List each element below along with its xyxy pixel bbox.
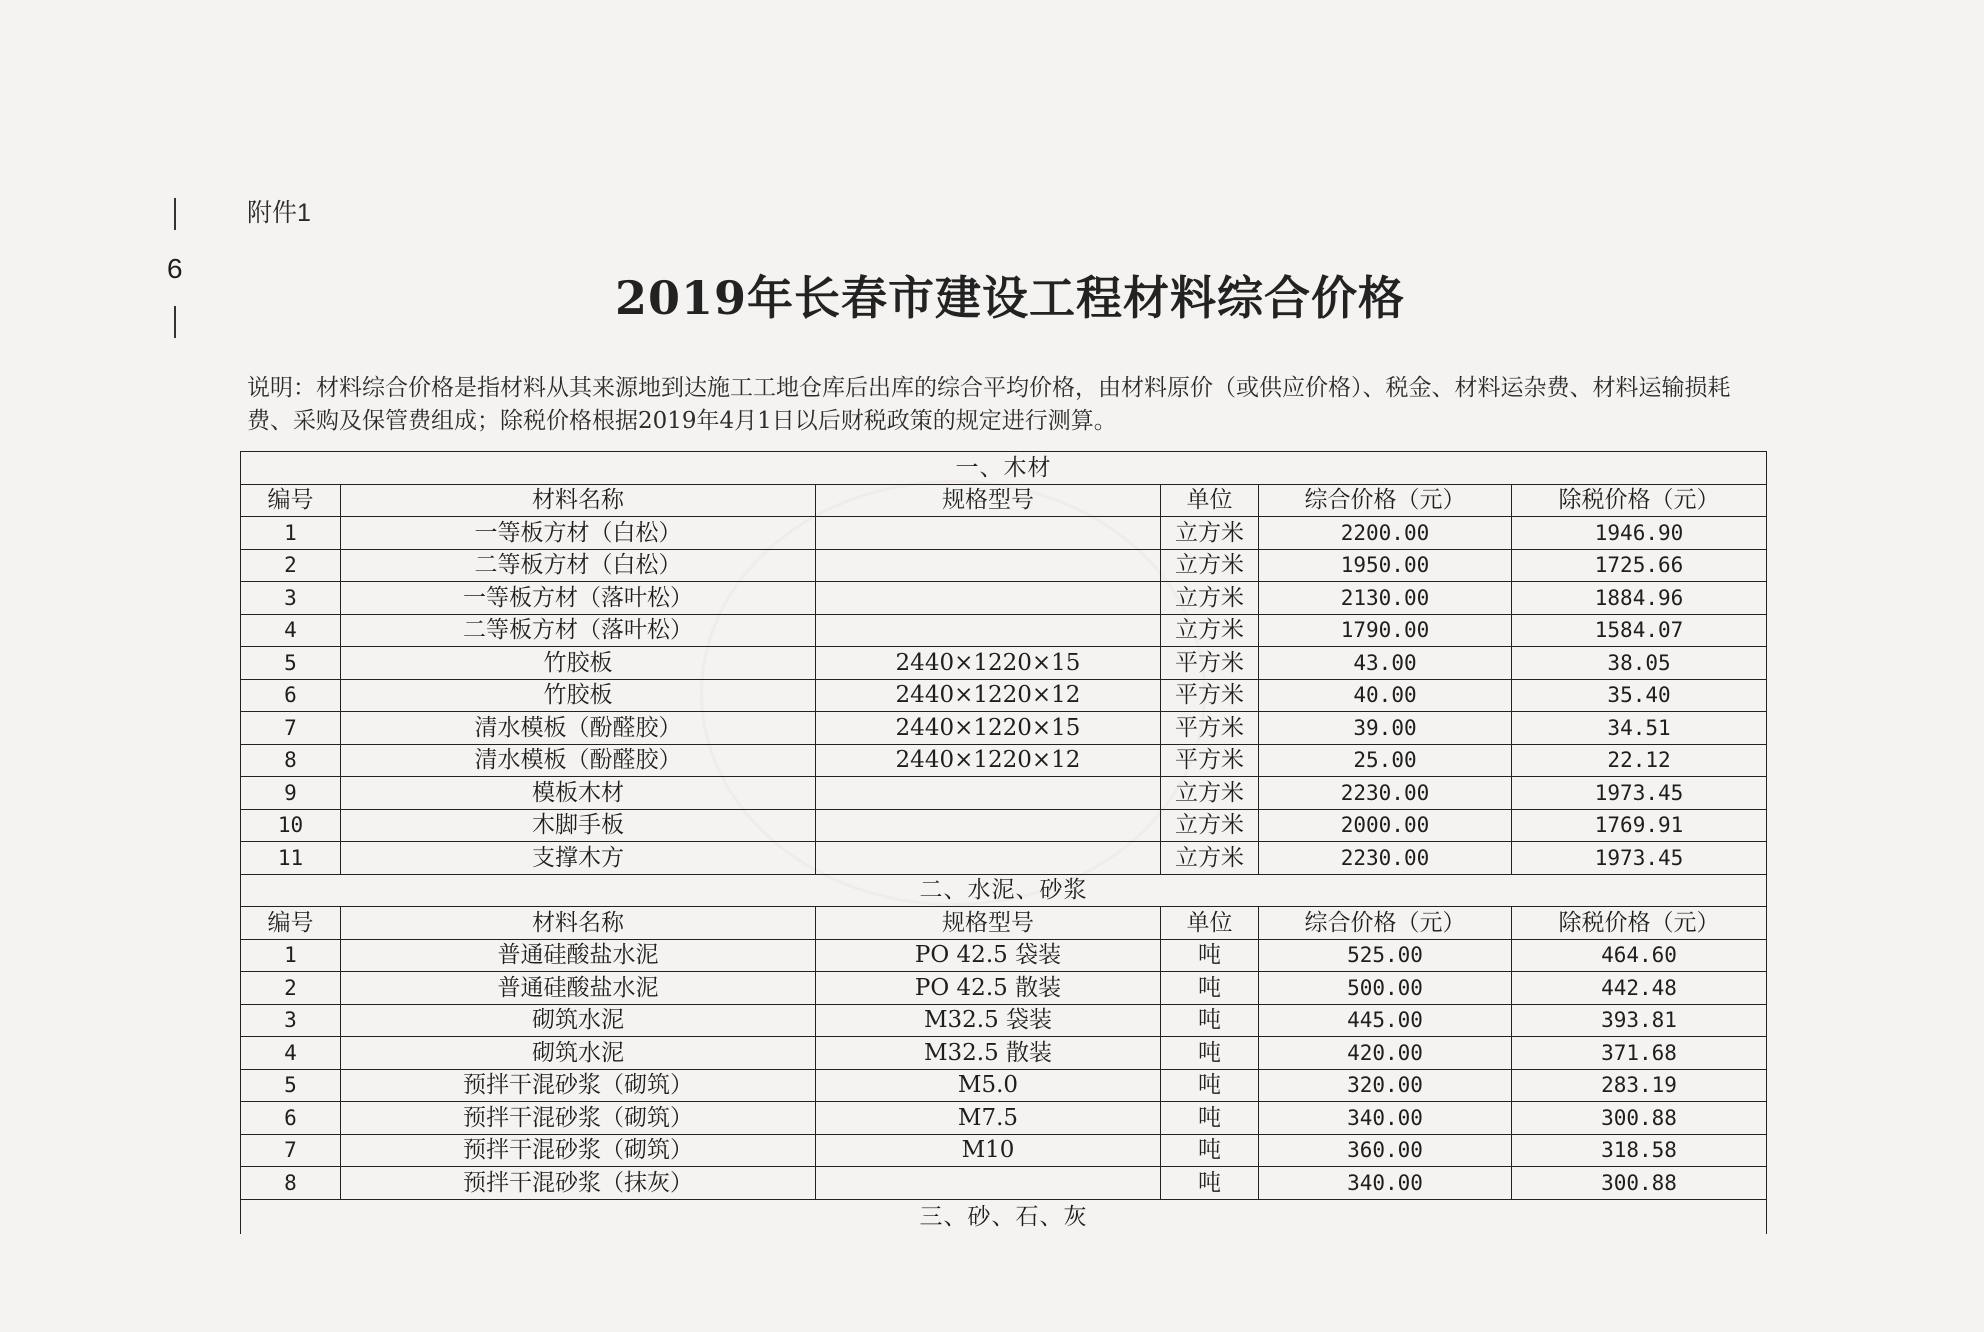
cell-spec bbox=[816, 842, 1161, 875]
header-tax-excluded-price: 除税价格（元） bbox=[1512, 484, 1767, 517]
section-header-row bbox=[241, 874, 1767, 907]
cell-code: 3 bbox=[241, 582, 341, 615]
cell-unit: 立方米 bbox=[1161, 614, 1259, 647]
cell-total-price: 360.00 bbox=[1259, 1134, 1512, 1167]
cell-spec: M32.5 散装 bbox=[816, 1037, 1161, 1070]
cell-unit: 立方米 bbox=[1161, 517, 1259, 550]
column-header-row bbox=[241, 907, 1767, 940]
header-total-price: 综合价格（元） bbox=[1259, 484, 1512, 517]
cell-tax-excluded-price: 1769.91 bbox=[1512, 809, 1767, 842]
cell-total-price: 1950.00 bbox=[1259, 549, 1512, 582]
table-row bbox=[241, 582, 1767, 615]
cell-code: 2 bbox=[241, 549, 341, 582]
cell-unit: 吨 bbox=[1161, 972, 1259, 1005]
cell-spec: 2440×1220×12 bbox=[816, 679, 1161, 712]
material-price-table bbox=[240, 451, 1767, 1234]
cell-total-price: 320.00 bbox=[1259, 1069, 1512, 1102]
header-spec: 规格型号 bbox=[816, 907, 1161, 940]
cell-code: 5 bbox=[241, 1069, 341, 1102]
cell-tax-excluded-price: 34.51 bbox=[1512, 712, 1767, 745]
header-unit: 单位 bbox=[1161, 907, 1259, 940]
cell-total-price: 1790.00 bbox=[1259, 614, 1512, 647]
cell-code: 11 bbox=[241, 842, 341, 875]
header-unit: 单位 bbox=[1161, 484, 1259, 517]
cell-unit: 平方米 bbox=[1161, 712, 1259, 745]
cell-tax-excluded-price: 371.68 bbox=[1512, 1037, 1767, 1070]
cell-spec bbox=[816, 517, 1161, 550]
cell-material-name: 支撑木方 bbox=[341, 842, 816, 875]
table-row bbox=[241, 939, 1767, 972]
cell-spec: M5.0 bbox=[816, 1069, 1161, 1102]
cell-tax-excluded-price: 1584.07 bbox=[1512, 614, 1767, 647]
header-material-name: 材料名称 bbox=[341, 484, 816, 517]
cell-unit: 平方米 bbox=[1161, 744, 1259, 777]
cell-tax-excluded-price: 1973.45 bbox=[1512, 842, 1767, 875]
cell-material-name: 预拌干混砂浆（抹灰） bbox=[341, 1167, 816, 1200]
cell-tax-excluded-price: 1973.45 bbox=[1512, 777, 1767, 810]
header-tax-excluded-price: 除税价格（元） bbox=[1512, 907, 1767, 940]
cell-code: 6 bbox=[241, 679, 341, 712]
table-row bbox=[241, 647, 1767, 680]
cell-material-name: 预拌干混砂浆（砌筑） bbox=[341, 1134, 816, 1167]
cell-material-name: 二等板方材（白松） bbox=[341, 549, 816, 582]
cell-unit: 立方米 bbox=[1161, 582, 1259, 615]
cell-material-name: 砌筑水泥 bbox=[341, 1037, 816, 1070]
header-code: 编号 bbox=[241, 484, 341, 517]
table-row bbox=[241, 744, 1767, 777]
cell-spec: M32.5 袋装 bbox=[816, 1004, 1161, 1037]
cell-code: 8 bbox=[241, 744, 341, 777]
cell-tax-excluded-price: 318.58 bbox=[1512, 1134, 1767, 1167]
cell-total-price: 2000.00 bbox=[1259, 809, 1512, 842]
attachment-label: 附件1 bbox=[247, 199, 311, 227]
cell-material-name: 竹胶板 bbox=[341, 647, 816, 680]
cell-spec: M10 bbox=[816, 1134, 1161, 1167]
table-row bbox=[241, 517, 1767, 550]
table-row bbox=[241, 1004, 1767, 1037]
cell-spec bbox=[816, 582, 1161, 615]
cell-total-price: 25.00 bbox=[1259, 744, 1512, 777]
table-row bbox=[241, 712, 1767, 745]
cell-unit: 吨 bbox=[1161, 1004, 1259, 1037]
cell-code: 1 bbox=[241, 939, 341, 972]
table-row bbox=[241, 1134, 1767, 1167]
cell-material-name: 普通硅酸盐水泥 bbox=[341, 972, 816, 1005]
cell-total-price: 420.00 bbox=[1259, 1037, 1512, 1070]
cell-unit: 吨 bbox=[1161, 1102, 1259, 1135]
cell-unit: 吨 bbox=[1161, 1134, 1259, 1167]
cell-code: 10 bbox=[241, 809, 341, 842]
explanation-note: 说明：材料综合价格是指材料从其来源地到达施工工地仓库后出库的综合平均价格，由材料原价（或供应价格）、税金、材料运杂费、材料运输损耗费、采购及保管费组成；除税价格根据2019年4月1日以后财税政策的规定进行测算。 bbox=[247, 375, 1731, 434]
cell-tax-excluded-price: 22.12 bbox=[1512, 744, 1767, 777]
cell-total-price: 2130.00 bbox=[1259, 582, 1512, 615]
table-row bbox=[241, 809, 1767, 842]
cell-code: 2 bbox=[241, 972, 341, 1005]
cell-material-name: 模板木材 bbox=[341, 777, 816, 810]
cell-code: 7 bbox=[241, 712, 341, 745]
table-row bbox=[241, 777, 1767, 810]
cell-spec bbox=[816, 809, 1161, 842]
cell-material-name: 二等板方材（落叶松） bbox=[341, 614, 816, 647]
cell-material-name: 砌筑水泥 bbox=[341, 1004, 816, 1037]
page-number: 9 bbox=[167, 253, 183, 284]
header-total-price: 综合价格（元） bbox=[1259, 907, 1512, 940]
section-header-row bbox=[241, 1199, 1767, 1234]
cell-material-name: 普通硅酸盐水泥 bbox=[341, 939, 816, 972]
header-code: 编号 bbox=[241, 907, 341, 940]
cell-tax-excluded-price: 283.19 bbox=[1512, 1069, 1767, 1102]
cell-unit: 立方米 bbox=[1161, 842, 1259, 875]
cell-tax-excluded-price: 1946.90 bbox=[1512, 517, 1767, 550]
table-row bbox=[241, 842, 1767, 875]
section-title: 二、水泥、砂浆 bbox=[241, 874, 1767, 907]
cell-tax-excluded-price: 442.48 bbox=[1512, 972, 1767, 1005]
section-title: 一、木材 bbox=[241, 452, 1767, 485]
cell-material-name: 一等板方材（落叶松） bbox=[341, 582, 816, 615]
cell-tax-excluded-price: 300.88 bbox=[1512, 1102, 1767, 1135]
table-row bbox=[241, 549, 1767, 582]
cell-material-name: 预拌干混砂浆（砌筑） bbox=[341, 1069, 816, 1102]
cell-total-price: 43.00 bbox=[1259, 647, 1512, 680]
cell-material-name: 清水模板（酚醛胶） bbox=[341, 712, 816, 745]
cell-tax-excluded-price: 1884.96 bbox=[1512, 582, 1767, 615]
cell-spec: PO 42.5 散装 bbox=[816, 972, 1161, 1005]
page-number-dash-top bbox=[174, 198, 176, 230]
cell-code: 1 bbox=[241, 517, 341, 550]
section-header-row bbox=[241, 452, 1767, 485]
cell-tax-excluded-price: 38.05 bbox=[1512, 647, 1767, 680]
table-row bbox=[241, 1167, 1767, 1200]
cell-code: 4 bbox=[241, 1037, 341, 1070]
cell-code: 4 bbox=[241, 614, 341, 647]
cell-tax-excluded-price: 464.60 bbox=[1512, 939, 1767, 972]
cell-total-price: 2230.00 bbox=[1259, 842, 1512, 875]
cell-total-price: 2230.00 bbox=[1259, 777, 1512, 810]
cell-spec: 2440×1220×12 bbox=[816, 744, 1161, 777]
cell-tax-excluded-price: 1725.66 bbox=[1512, 549, 1767, 582]
table-row bbox=[241, 1069, 1767, 1102]
cell-code: 7 bbox=[241, 1134, 341, 1167]
cell-total-price: 40.00 bbox=[1259, 679, 1512, 712]
cell-unit: 平方米 bbox=[1161, 647, 1259, 680]
cell-total-price: 445.00 bbox=[1259, 1004, 1512, 1037]
section-title: 三、砂、石、灰 bbox=[241, 1199, 1767, 1234]
cell-code: 8 bbox=[241, 1167, 341, 1200]
document-title: 2019年长春市建设工程材料综合价格 bbox=[614, 271, 1406, 325]
cell-unit: 立方米 bbox=[1161, 549, 1259, 582]
cell-total-price: 340.00 bbox=[1259, 1102, 1512, 1135]
table-row bbox=[241, 1102, 1767, 1135]
column-header-row bbox=[241, 484, 1767, 517]
table-row bbox=[241, 972, 1767, 1005]
table-row bbox=[241, 614, 1767, 647]
cell-tax-excluded-price: 35.40 bbox=[1512, 679, 1767, 712]
cell-spec bbox=[816, 1167, 1161, 1200]
cell-unit: 吨 bbox=[1161, 1037, 1259, 1070]
cell-total-price: 2200.00 bbox=[1259, 517, 1512, 550]
cell-spec: 2440×1220×15 bbox=[816, 712, 1161, 745]
cell-unit: 立方米 bbox=[1161, 777, 1259, 810]
cell-material-name: 竹胶板 bbox=[341, 679, 816, 712]
cell-code: 6 bbox=[241, 1102, 341, 1135]
cell-unit: 平方米 bbox=[1161, 679, 1259, 712]
cell-unit: 立方米 bbox=[1161, 809, 1259, 842]
header-spec: 规格型号 bbox=[816, 484, 1161, 517]
cell-tax-excluded-price: 300.88 bbox=[1512, 1167, 1767, 1200]
cell-spec bbox=[816, 549, 1161, 582]
cell-tax-excluded-price: 393.81 bbox=[1512, 1004, 1767, 1037]
cell-spec: PO 42.5 袋装 bbox=[816, 939, 1161, 972]
cell-material-name: 预拌干混砂浆（砌筑） bbox=[341, 1102, 816, 1135]
cell-code: 3 bbox=[241, 1004, 341, 1037]
cell-total-price: 39.00 bbox=[1259, 712, 1512, 745]
cell-code: 9 bbox=[241, 777, 341, 810]
cell-total-price: 500.00 bbox=[1259, 972, 1512, 1005]
cell-unit: 吨 bbox=[1161, 939, 1259, 972]
cell-material-name: 木脚手板 bbox=[341, 809, 816, 842]
table-row bbox=[241, 1037, 1767, 1070]
table-row bbox=[241, 679, 1767, 712]
cell-unit: 吨 bbox=[1161, 1167, 1259, 1200]
table-body bbox=[241, 452, 1767, 1234]
header-material-name: 材料名称 bbox=[341, 907, 816, 940]
cell-code: 5 bbox=[241, 647, 341, 680]
cell-total-price: 340.00 bbox=[1259, 1167, 1512, 1200]
cell-spec: 2440×1220×15 bbox=[816, 647, 1161, 680]
cell-material-name: 一等板方材（白松） bbox=[341, 517, 816, 550]
cell-spec bbox=[816, 614, 1161, 647]
cell-spec bbox=[816, 777, 1161, 810]
cell-spec: M7.5 bbox=[816, 1102, 1161, 1135]
cell-material-name: 清水模板（酚醛胶） bbox=[341, 744, 816, 777]
cell-total-price: 525.00 bbox=[1259, 939, 1512, 972]
cell-unit: 吨 bbox=[1161, 1069, 1259, 1102]
